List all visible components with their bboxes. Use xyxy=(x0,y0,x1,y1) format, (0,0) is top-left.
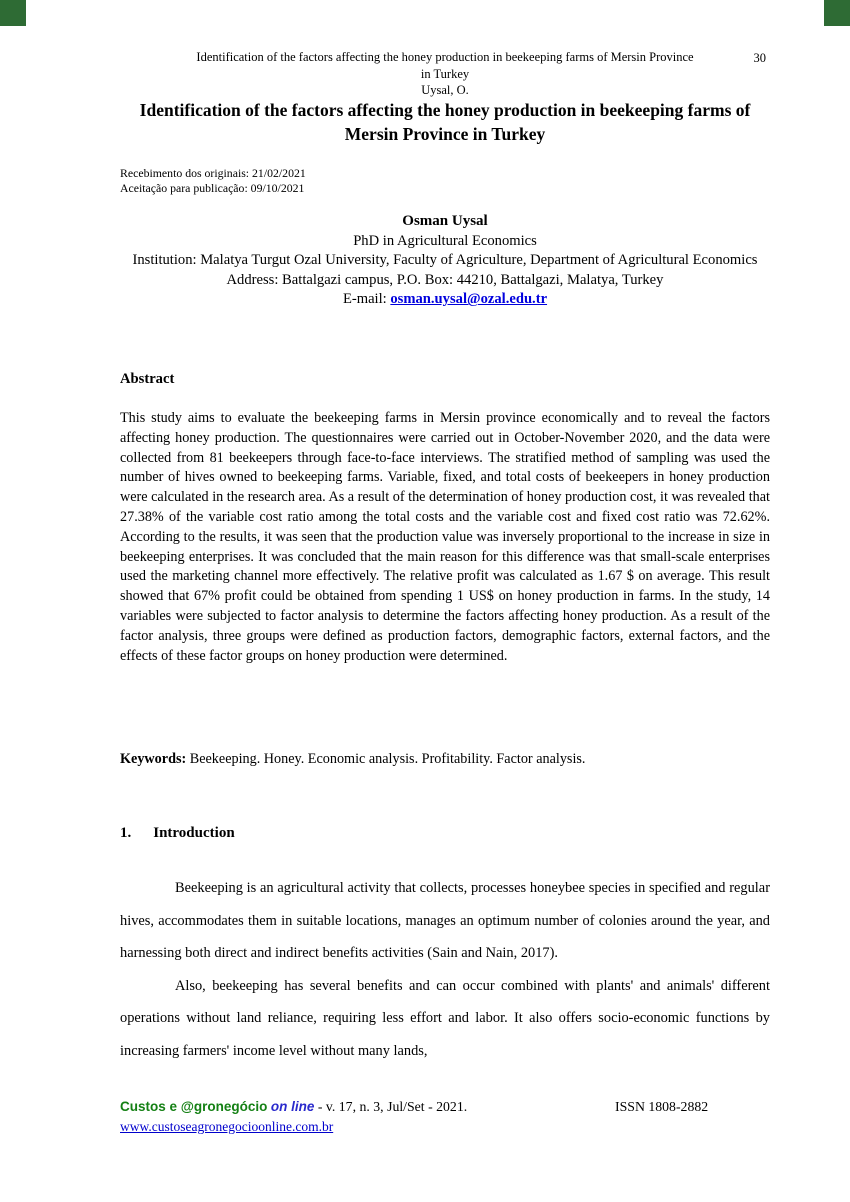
running-header-line1: Identification of the factors affecting the honey production in beekeeping farms of Mersin Province xyxy=(196,50,694,64)
author-name: Osman Uysal xyxy=(402,213,488,229)
page-number: 30 xyxy=(753,51,766,65)
introduction-body xyxy=(120,872,770,1067)
section-heading-introduction xyxy=(120,825,235,842)
author-email-line xyxy=(120,290,770,310)
author-address: Address: Battalgazi campus, P.O. Box: 44210, Battalgazi, Malatya, Turkey xyxy=(226,271,664,288)
keywords-line xyxy=(120,751,770,768)
journal-name: Custos e @gronegócio xyxy=(120,1099,268,1114)
footer-url-line xyxy=(120,1117,770,1137)
author-block xyxy=(120,212,770,310)
page-footer xyxy=(120,1097,770,1137)
introduction-paragraph-2: Also, beekeeping has several benefits and can occur combined with plants' and animals' different operations without land reliance, requiring less effort and labor. It also offers socio-economic functions by increasing farmers' income level without many lands, xyxy=(120,977,770,1059)
introduction-paragraph-1: Beekeeping is an agricultural activity that collects, processes honeybee species in specified and regular hives, accommodates them in suitable locations, manages an optimum number of colonies around the year, and harnessing both direct and indirect benefits activities (Sain and Nain, 2017). xyxy=(120,880,770,961)
author-degree: PhD in Agricultural Economics xyxy=(353,232,537,249)
keywords-label: Keywords: xyxy=(120,751,187,767)
running-header-line2: in Turkey xyxy=(420,66,470,81)
journal-name-online: on line xyxy=(270,1099,315,1114)
corner-marker-top-right xyxy=(824,0,850,26)
section-title: Introduction xyxy=(153,825,235,841)
running-header-line3: Uysal, O. xyxy=(421,83,469,97)
footer-journal-line xyxy=(120,1097,770,1117)
accepted-date: Aceitação para publicação: 09/10/2021 xyxy=(120,180,305,195)
keywords-text: Beekeeping. Honey. Economic analysis. Profitability. Factor analysis. xyxy=(186,751,586,767)
paper-title: Identification of the factors affecting the honey production in beekeeping farms of Mersin Province in Turkey xyxy=(139,100,751,144)
abstract-text: This study aims to evaluate the beekeeping farms in Mersin province economically and to reveal the factors affecting honey production. The questionnaires were carried out in October-November 2020, and the data were collected from 81 beekeepers through face-to-face interviews. The stratified method of sampling was used the number of hives owned to beekeeping farms. Variable, fixed, and total costs of beekeepers in honey production were calculated in the research area. As a result of the determination of honey production cost, it was revealed that 27.38% of the variable cost ratio among the total costs and the variable cost and fixed cost ratio was 72.62%. According to the results, it was seen that the production value was inversely proportional to the increase in size in beekeeping enterprises. It was concluded that the main reason for this difference was that small-scale enterprises used the marketing channel more effectively. The relative profit was calculated as 1.67 $ on average. This result showed that 67% profit could be obtained from spending 1 US$ on honey production in farms. In the study, 14 variables were subjected to factor analysis to determine the factors affecting honey production. As a result of the factor analysis, three groups were defined as production factors, demographic factors, external factors, and the effects of these factor groups on honey production were determined. xyxy=(120,410,770,664)
email-label: E-mail: xyxy=(342,291,391,308)
author-institution: Institution: Malatya Turgut Ozal University, Faculty of Agriculture, Department of Agricultural Economics xyxy=(132,252,758,269)
journal-url-link[interactable]: www.custoseagronegocioonline.com.br xyxy=(120,1119,334,1134)
issn: ISSN 1808-2882 xyxy=(615,1099,709,1114)
journal-issue-info: - v. 17, n. 3, Jul/Set - 2021. xyxy=(314,1099,468,1114)
received-date: Recebimento dos originais: 21/02/2021 xyxy=(120,166,306,180)
abstract-heading: Abstract xyxy=(120,371,175,387)
submission-dates xyxy=(120,166,770,196)
corner-marker-top-left xyxy=(0,0,26,26)
section-number: 1. xyxy=(120,825,132,841)
running-header xyxy=(120,49,770,99)
email-link[interactable]: osman.uysal@ozal.edu.tr xyxy=(390,291,548,308)
